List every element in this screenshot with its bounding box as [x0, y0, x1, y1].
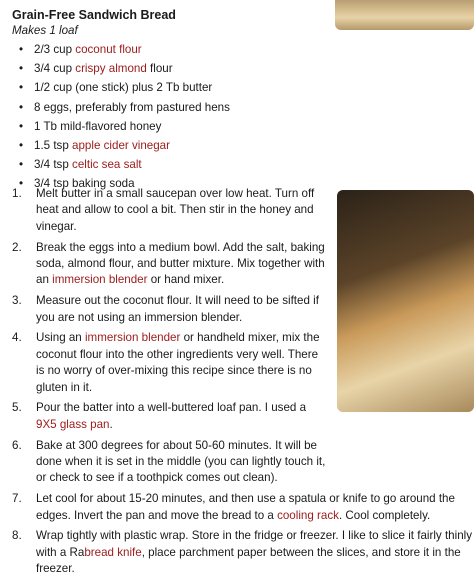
- ingredient-list: [14, 40, 230, 194]
- link-immersion-blender[interactable]: immersion blender: [52, 273, 148, 287]
- link-cooling-rack[interactable]: cooling rack: [277, 508, 339, 522]
- link-immersion-blender[interactable]: immersion blender: [84, 331, 181, 345]
- ingredient-item: • 8 eggs, preferably from pastured hens: [14, 98, 230, 117]
- link-glass-pan[interactable]: 9X5 glass pan: [36, 417, 110, 431]
- link-coconut-flour[interactable]: coconut flour: [75, 43, 142, 56]
- step-number: 5.: [12, 401, 22, 415]
- step-text: Bake at 300 degrees for about 50-60 minutes. It will be done when it is set in the middle (you can lightly touch it, or check to see if a toothpick comes out clean).: [36, 438, 326, 485]
- step-text: Measure out the coconut flour. It will need to be sifted if you are not using an immersion blender.: [36, 294, 319, 324]
- bullet-icon: •: [19, 158, 24, 172]
- step-text: Melt butter in a small saucepan over low heat. Turn off heat and allow to cool a bit. Then stir in the honey and vinegar.: [36, 187, 315, 233]
- ingredient-item: • 1 Tb mild-flavored honey: [14, 117, 230, 136]
- link-bread-knife[interactable]: bread knife: [84, 545, 142, 559]
- step-text: Using an immersion blender or handheld mixer, mix the coconut flour into the other ingredients very well. There is no worry of over-mixing this recipe since there is no gluten in it.: [36, 331, 320, 394]
- step-item: [12, 400, 474, 433]
- bullet-icon: •: [19, 138, 24, 152]
- ingredient-item: • 1/2 cup (one stick) plus 2 Tb butter: [14, 78, 230, 97]
- step-text: Break the eggs into a medium bowl. Add the salt, baking soda, almond flour, and butter mixture. Mix together with an immersion blender or hand mixer.: [36, 240, 325, 287]
- link-apple-cider-vinegar[interactable]: apple cider vinegar: [72, 138, 170, 152]
- step-text: Pour the batter into a well-buttered loaf pan. I used a 9X5 glass pan.: [36, 401, 307, 431]
- bullet-icon: •: [19, 62, 24, 76]
- bullet-icon: •: [19, 119, 24, 133]
- ingredient-item: • 3/4 cup crispy almond flour: [14, 59, 230, 78]
- ingredient-item: • 3/4 tsp baking soda: [14, 174, 230, 193]
- step-item: [12, 438, 474, 487]
- step-text: Wrap tightly with plastic wrap. Store in the fridge or freezer. I like to slice it fairly thinly with a Rabread knife, place parchment paper between the slices, and store it in the freezer.: [36, 529, 473, 576]
- step-item: [12, 491, 474, 524]
- step-item: [12, 186, 474, 235]
- step-number: 3.: [12, 294, 22, 308]
- step-text: Let cool for about 15-20 minutes, and then use a spatula or knife to go around the edges. Invert the pan and move the bread to a cooling rack. Cool completely.: [36, 492, 455, 522]
- ingredient-item: • 3/4 tsp celtic sea salt: [14, 155, 230, 174]
- bullet-icon: •: [19, 100, 24, 114]
- step-number: 2.: [12, 240, 22, 254]
- recipe-yield: Makes 1 loaf: [12, 24, 78, 37]
- step-number: 4.: [12, 331, 22, 345]
- bullet-icon: •: [19, 81, 24, 95]
- steps-list: [12, 186, 474, 582]
- link-crispy-almond[interactable]: crispy almond: [75, 62, 147, 76]
- step-number: 6.: [12, 438, 22, 452]
- step-number: 7.: [12, 492, 22, 506]
- step-item: [12, 293, 474, 326]
- step-item: [12, 330, 474, 396]
- photo-bread-top: [335, 0, 474, 30]
- step-number: 1.: [12, 187, 22, 200]
- step-item: [12, 240, 474, 289]
- link-celtic-sea-salt[interactable]: celtic sea salt: [72, 158, 142, 172]
- ingredient-item: • 1.5 tsp apple cider vinegar: [14, 136, 230, 155]
- ingredient-item: • 2/3 cup coconut flour: [14, 40, 230, 59]
- bullet-icon: •: [19, 43, 24, 56]
- recipe-title: Grain-Free Sandwich Bread: [12, 8, 176, 22]
- step-item: [12, 528, 474, 577]
- bullet-icon: •: [19, 177, 24, 191]
- step-number: 8.: [12, 529, 22, 543]
